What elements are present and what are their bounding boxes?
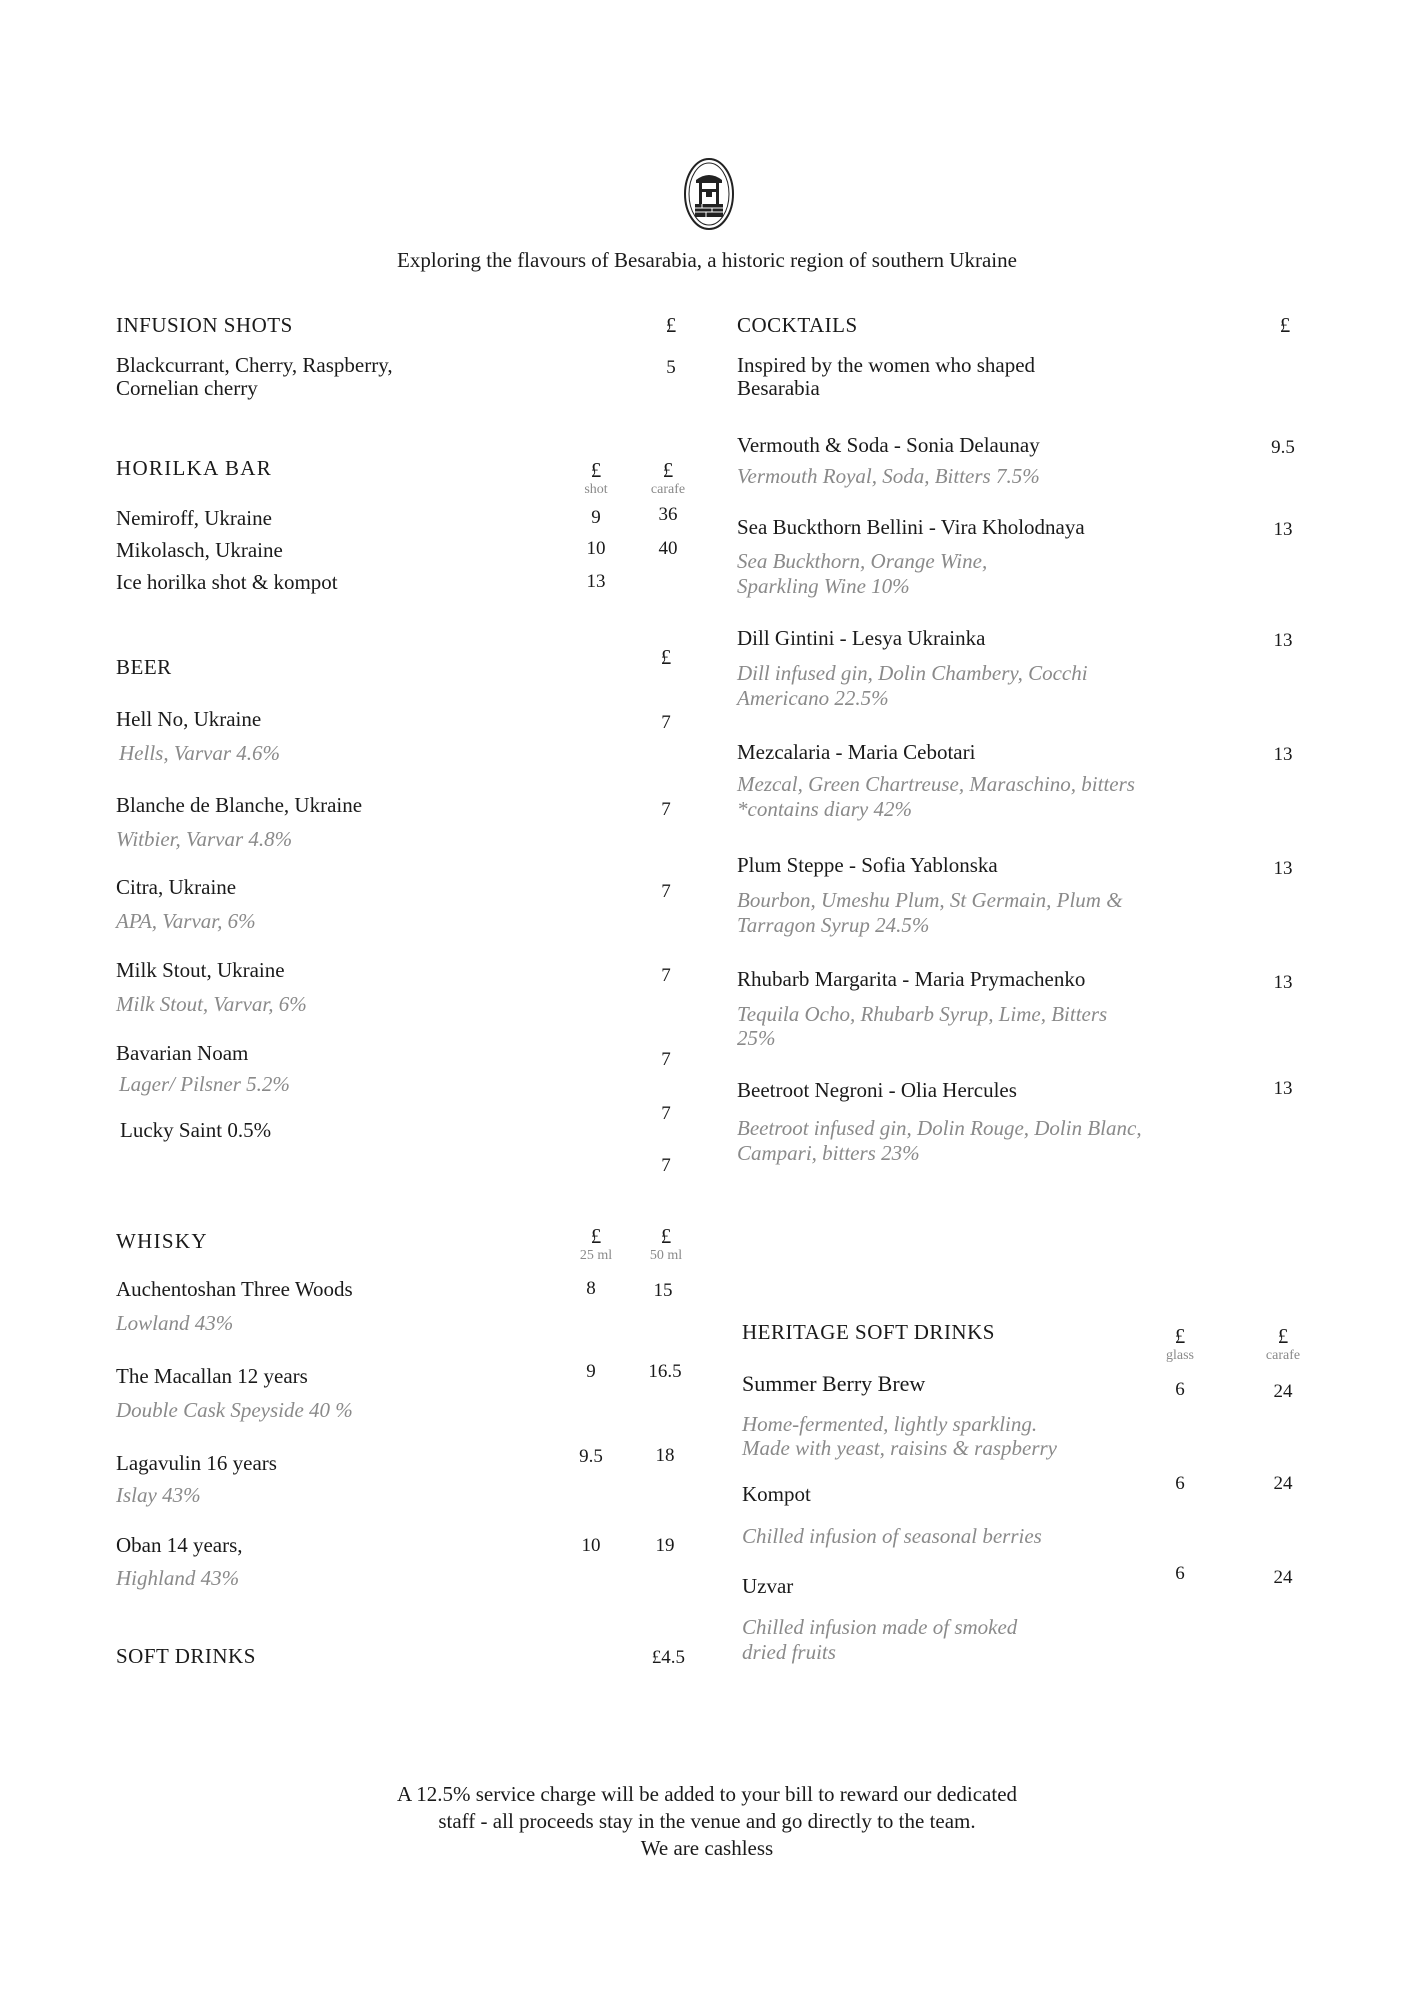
- cocktails-intro-line2: Besarabia: [737, 376, 820, 400]
- cocktails-heading: COCKTAILS: [737, 313, 858, 337]
- horilka-item-carafe: 40: [658, 538, 678, 559]
- horilka-item-name: Ice horilka shot & kompot: [116, 570, 338, 594]
- heritage-item-carafe: 24: [1273, 1567, 1293, 1588]
- cocktail-price: 13: [1273, 858, 1293, 879]
- cocktail-desc: *contains diary 42%: [737, 797, 912, 821]
- cocktail-price: 13: [1273, 744, 1293, 765]
- whisky-item-price-50: 16.5: [648, 1361, 682, 1382]
- heritage-item-glass: 6: [1175, 1473, 1185, 1494]
- whisky-item-desc: Islay 43%: [116, 1483, 201, 1507]
- cocktail-name: Vermouth & Soda - Sonia Delaunay: [737, 433, 1040, 457]
- horilka-item-shot: 10: [586, 538, 606, 559]
- footer-line3: We are cashless: [640, 1836, 774, 1860]
- heritage-item-desc: dried fruits: [742, 1640, 836, 1664]
- footer-line2: staff - all proceeds stay in the venue and go directly to the team.: [438, 1809, 976, 1833]
- cocktail-desc: Vermouth Royal, Soda, Bitters 7.5%: [737, 464, 1040, 488]
- whisky-currency-25: £: [590, 1224, 602, 1248]
- beer-item-name: Lucky Saint 0.5%: [120, 1118, 272, 1142]
- infusion-currency: £: [665, 313, 677, 337]
- whisky-item-price-25: 9: [586, 1361, 596, 1382]
- footer-line1: A 12.5% service charge will be added to your bill to reward our dedicated: [396, 1782, 1018, 1806]
- whisky-item-name: The Macallan 12 years: [116, 1364, 308, 1388]
- beer-item-desc: Hells, Varvar 4.6%: [119, 741, 280, 765]
- beer-item-name: Hell No, Ukraine: [116, 707, 262, 731]
- beer-item-desc: Milk Stout, Varvar, 6%: [116, 992, 307, 1016]
- cocktail-desc: Beetroot infused gin, Dolin Rouge, Dolin Blanc,: [737, 1116, 1142, 1140]
- soft-drinks-heading: SOFT DRINKS: [116, 1644, 256, 1668]
- heritage-unit-glass: glass: [1166, 1348, 1194, 1363]
- whisky-item-desc: Highland 43%: [116, 1566, 240, 1590]
- whisky-item-desc: Lowland 43%: [116, 1311, 234, 1335]
- cocktail-desc: Sparkling Wine 10%: [737, 574, 910, 598]
- cocktail-desc: 25%: [737, 1026, 776, 1050]
- cocktails-currency: £: [1279, 313, 1291, 337]
- horilka-item-shot: 9: [591, 507, 601, 528]
- heritage-item-name: Uzvar: [742, 1574, 794, 1598]
- infusion-heading: INFUSION SHOTS: [116, 313, 293, 337]
- whisky-item-name: Lagavulin 16 years: [116, 1451, 277, 1475]
- whisky-item-name: Oban 14 years,: [116, 1533, 243, 1557]
- beer-item-price: 7: [661, 1049, 671, 1070]
- horilka-unit-carafe: carafe: [650, 482, 686, 497]
- heritage-item-glass: 6: [1175, 1563, 1185, 1584]
- cocktail-price: 13: [1273, 972, 1293, 993]
- horilka-unit-shot: shot: [584, 482, 608, 497]
- beer-item-price: 7: [661, 881, 671, 902]
- cocktail-price: 9.5: [1271, 437, 1295, 458]
- heritage-item-carafe: 24: [1273, 1381, 1293, 1402]
- whisky-item-price-50: 15: [653, 1280, 673, 1301]
- whisky-item-price-25: 9.5: [579, 1446, 603, 1467]
- whisky-item-name: Auchentoshan Three Woods: [116, 1277, 353, 1301]
- beer-heading: BEER: [116, 655, 172, 679]
- cocktail-name: Sea Buckthorn Bellini - Vira Kholodnaya: [737, 515, 1085, 539]
- cocktail-name: Beetroot Negroni - Olia Hercules: [737, 1078, 1017, 1102]
- beer-item-price: 7: [661, 799, 671, 820]
- horilka-item-shot: 13: [586, 571, 606, 592]
- infusion-item-line1: Blackcurrant, Cherry, Raspberry,: [116, 353, 393, 377]
- heritage-currency-glass: £: [1174, 1324, 1186, 1348]
- heritage-item-glass: 6: [1175, 1379, 1185, 1400]
- beer-item-price: 7: [661, 1103, 671, 1124]
- heritage-item-desc: Home-fermented, lightly sparkling.: [742, 1412, 1038, 1436]
- beer-item-desc: Lager/ Pilsner 5.2%: [119, 1072, 290, 1096]
- whisky-item-price-50: 19: [655, 1535, 675, 1556]
- cocktail-name: Dill Gintini - Lesya Ukrainka: [737, 626, 986, 650]
- heritage-unit-carafe: carafe: [1265, 1348, 1301, 1363]
- horilka-currency-carafe: £: [662, 458, 674, 482]
- whisky-item-price-25: 10: [581, 1535, 601, 1556]
- horilka-currency-shot: £: [590, 458, 602, 482]
- whisky-item-desc: Double Cask Speyside 40 %: [116, 1398, 353, 1422]
- beer-extra-price: 7: [661, 1155, 671, 1176]
- beer-item-price: 7: [661, 965, 671, 986]
- horilka-item-name: Nemiroff, Ukraine: [116, 506, 272, 530]
- heritage-currency-carafe: £: [1277, 1324, 1289, 1348]
- horilka-item-name: Mikolasch, Ukraine: [116, 538, 283, 562]
- beer-item-name: Bavarian Noam: [116, 1041, 249, 1065]
- beer-item-desc: Witbier, Varvar 4.8%: [116, 827, 293, 851]
- cocktail-price: 13: [1273, 630, 1293, 651]
- heritage-item-name: Summer Berry Brew: [742, 1371, 926, 1396]
- horilka-heading: HORILKA BAR: [116, 456, 273, 480]
- soft-drinks-price: £4.5: [651, 1647, 685, 1668]
- infusion-item-line2: Cornelian cherry: [116, 376, 258, 400]
- heritage-heading: HERITAGE SOFT DRINKS: [742, 1320, 995, 1344]
- cocktail-name: Plum Steppe - Sofia Yablonska: [737, 853, 998, 877]
- cocktail-desc: Sea Buckthorn, Orange Wine,: [737, 549, 988, 573]
- well-logo-icon: [682, 156, 736, 232]
- beer-currency: £: [660, 645, 672, 669]
- beer-item-name: Blanche de Blanche, Ukraine: [116, 793, 363, 817]
- beer-item-name: Citra, Ukraine: [116, 875, 237, 899]
- heritage-item-desc: Chilled infusion made of smoked: [742, 1615, 1018, 1639]
- infusion-price: 5: [666, 357, 676, 378]
- heritage-item-desc: Made with yeast, raisins & raspberry: [742, 1436, 1057, 1460]
- tagline: Exploring the flavours of Besarabia, a historic region of southern Ukraine: [397, 248, 1017, 272]
- beer-item-desc: APA, Varvar, 6%: [116, 909, 256, 933]
- cocktail-desc: Americano 22.5%: [737, 686, 889, 710]
- cocktail-name: Mezcalaria - Maria Cebotari: [737, 740, 976, 764]
- cocktail-desc: Dill infused gin, Dolin Chambery, Cocchi: [737, 661, 1088, 685]
- horilka-item-carafe: 36: [658, 504, 678, 525]
- whisky-currency-50: £: [660, 1224, 672, 1248]
- cocktail-desc: Campari, bitters 23%: [737, 1141, 920, 1165]
- cocktail-price: 13: [1273, 519, 1293, 540]
- cocktail-desc: Tequila Ocho, Rhubarb Syrup, Lime, Bitters: [737, 1002, 1108, 1026]
- cocktail-price: 13: [1273, 1078, 1293, 1099]
- cocktail-desc: Bourbon, Umeshu Plum, St Germain, Plum &: [737, 888, 1123, 912]
- heritage-item-desc: Chilled infusion of seasonal berries: [742, 1524, 1042, 1548]
- whisky-unit-50: 50 ml: [649, 1248, 683, 1263]
- beer-item-name: Milk Stout, Ukraine: [116, 958, 285, 982]
- whisky-item-price-50: 18: [655, 1445, 675, 1466]
- cocktail-desc: Tarragon Syrup 24.5%: [737, 913, 930, 937]
- cocktail-desc: Mezcal, Green Chartreuse, Maraschino, bitters: [737, 772, 1135, 796]
- cocktails-intro-line1: Inspired by the women who shaped: [737, 353, 1036, 377]
- beer-item-price: 7: [661, 712, 671, 733]
- heritage-item-name: Kompot: [742, 1482, 811, 1506]
- whisky-heading: WHISKY: [116, 1229, 208, 1253]
- heritage-item-carafe: 24: [1273, 1473, 1293, 1494]
- cocktail-name: Rhubarb Margarita - Maria Prymachenko: [737, 967, 1086, 991]
- whisky-item-price-25: 8: [586, 1278, 596, 1299]
- whisky-unit-25: 25 ml: [579, 1248, 613, 1263]
